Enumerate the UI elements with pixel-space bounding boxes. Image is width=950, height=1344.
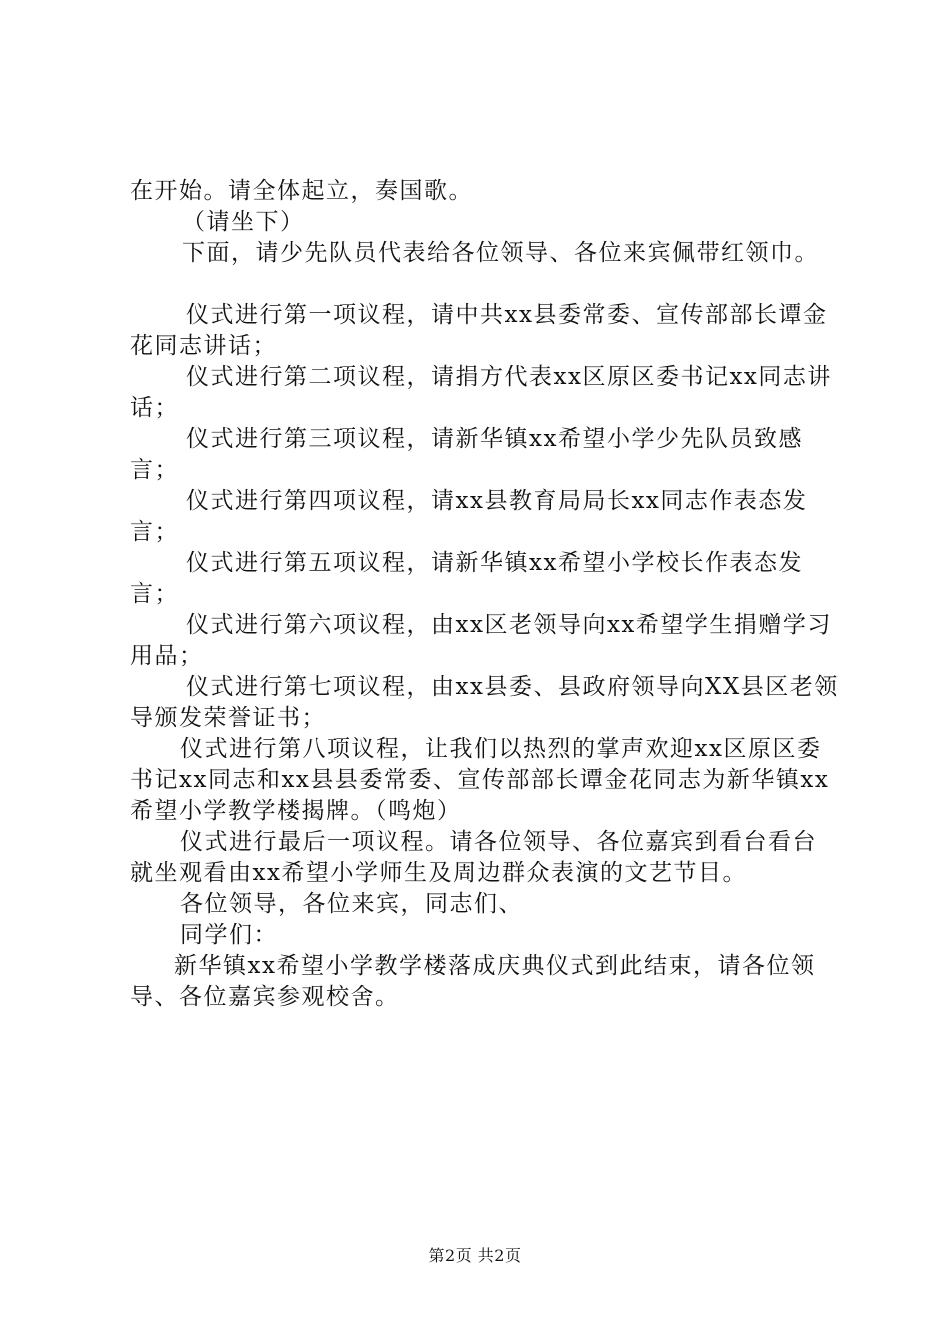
paragraph-agenda-4: 仪式进行第四项议程，请xx县教育局局长xx同志作表态发言； xyxy=(130,488,808,545)
paragraph-agenda-final: 仪式进行最后一项议程。请各位领导、各位嘉宾到看台看台就坐观看由xx希望小学师生及周边群众表演的文艺节目。 xyxy=(130,829,817,886)
paragraph-closing: 新华镇xx希望小学教学楼落成庆典仪式到此结束，请各位领导、各位嘉宾参观校舍。 xyxy=(130,953,816,1010)
paragraph-please-sit: （请坐下） xyxy=(182,209,305,235)
paragraph-red-scarf: 下面，请少先队员代表给各位领导、各位来宾佩带红领巾。 xyxy=(182,240,819,266)
paragraph-agenda-3: 仪式进行第三项议程，请新华镇xx希望小学少先队员致感言； xyxy=(130,426,803,483)
paragraph-address-leaders: 各位领导，各位来宾，同志们、 xyxy=(180,891,523,917)
document-body xyxy=(130,176,840,1013)
blank-line xyxy=(130,269,840,300)
page-footer: 第2页 共2页 xyxy=(428,1246,522,1265)
paragraph-agenda-5: 仪式进行第五项议程，请新华镇xx希望小学校长作表态发言； xyxy=(130,550,803,607)
paragraph-agenda-6: 仪式进行第六项议程，由xx区老领导向xx希望学生捐赠学习用品； xyxy=(130,612,832,669)
paragraph-agenda-8: 仪式进行第八项议程，让我们以热烈的掌声欢迎xx区原区委书记xx同志和xx县县委常委、宣传部部长谭金花同志为新华镇xx希望小学教学楼揭牌。（鸣炮） xyxy=(130,736,830,824)
paragraph-agenda-1: 仪式进行第一项议程，请中共xx县委常委、宣传部部长谭金花同志讲话； xyxy=(130,302,828,359)
paragraph-agenda-7: 仪式进行第七项议程，由xx县委、县政府领导向XX县区老领导颁发荣誉证书； xyxy=(130,674,839,731)
paragraph-opening: 在开始。请全体起立，奏国歌。 xyxy=(130,178,473,204)
paragraph-agenda-2: 仪式进行第二项议程，请捐方代表xx区原区委书记xx同志讲话； xyxy=(130,364,832,421)
paragraph-address-students: 同学们： xyxy=(180,922,278,948)
